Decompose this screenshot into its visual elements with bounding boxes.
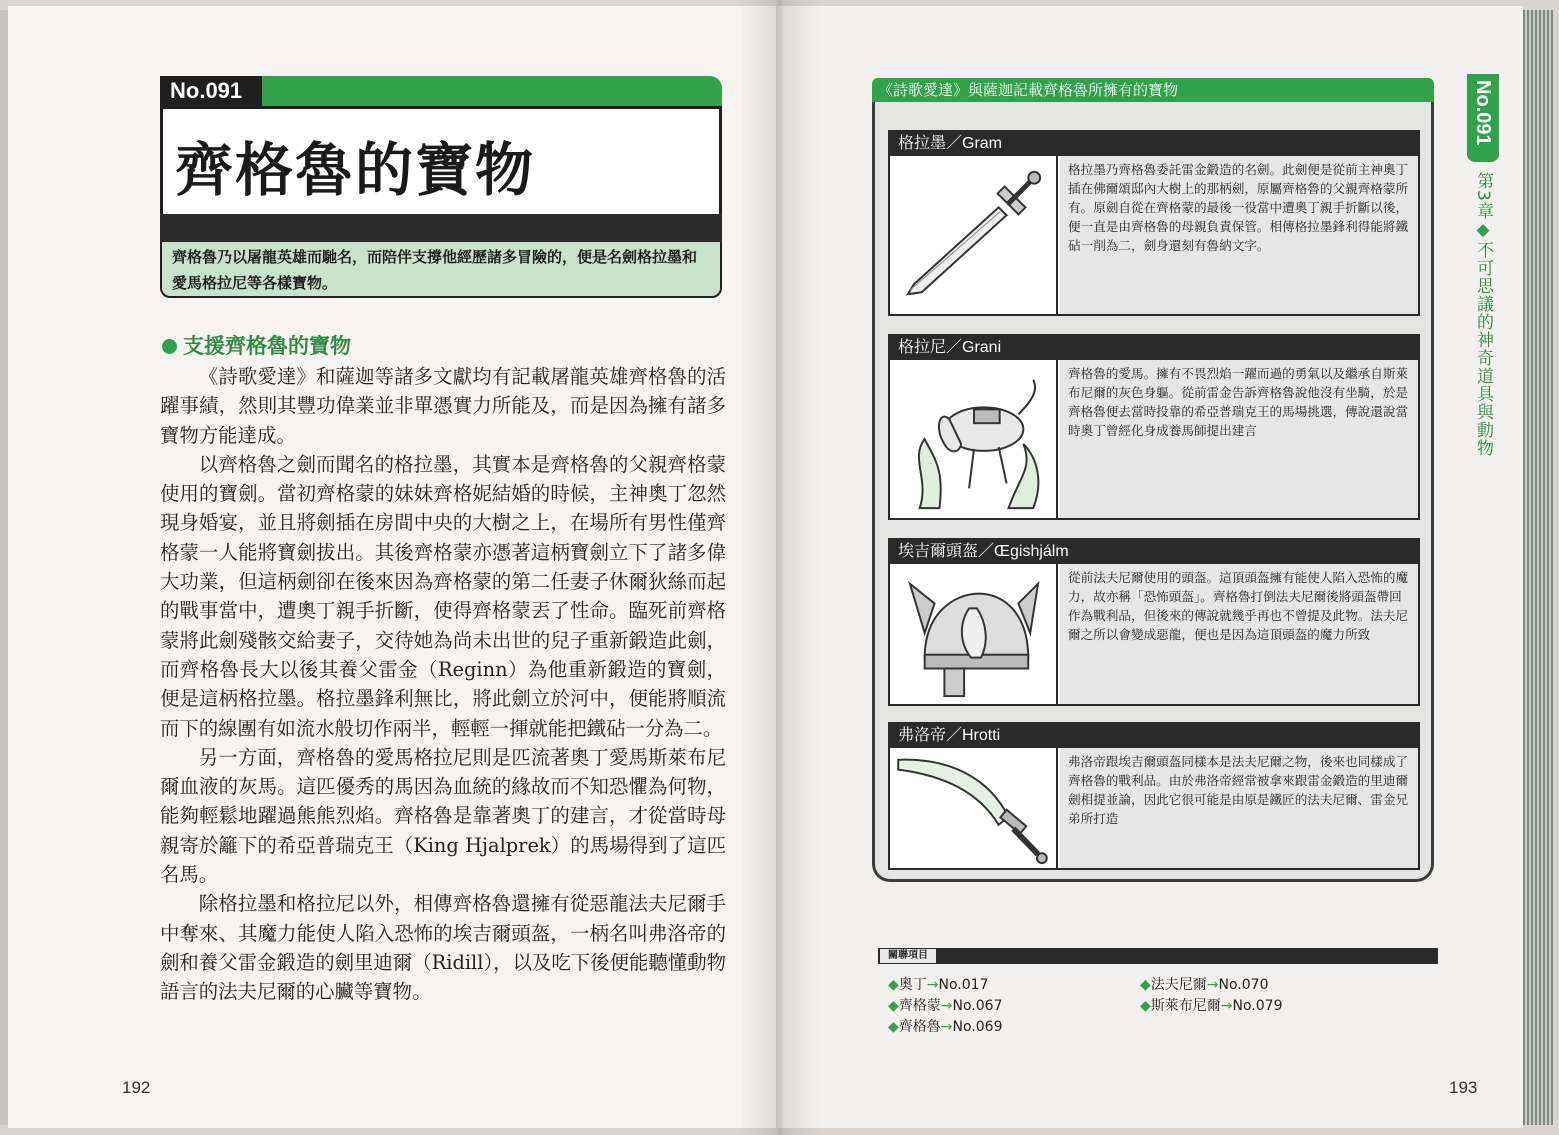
diamond-icon: ◆ xyxy=(1473,219,1493,241)
entry-number: No.091 xyxy=(160,76,262,106)
item-card-title: 弗洛帝／Hrotti xyxy=(890,724,1418,748)
bullet-icon xyxy=(162,339,177,354)
item-card-title: 格拉墨／Gram xyxy=(890,132,1418,156)
item-card-title: 埃吉爾頭盔／Œgishjálm xyxy=(890,540,1418,564)
related-item xyxy=(888,974,988,994)
related-item xyxy=(1140,974,1268,994)
related-items-bar xyxy=(878,948,1438,964)
related-item-ref: No.069 xyxy=(952,1019,1003,1035)
paragraph: 除格拉墨和格拉尼以外，相傳齊格魯還擁有從惡龍法夫尼爾手中奪來、其魔力能使人陷入恐怖的埃吉爾頭盔，一柄名叫弗洛帝的劍和養父雷金鍛造的劍里迪爾（Ridill），以及吃下後便能聽懂動物語言的法夫尼爾的心臟等寶物。 xyxy=(160,892,726,1004)
item-card-text: 齊格魯的愛馬。擁有不畏烈焰一躍而過的勇氣以及繼承自斯萊布尼爾的灰色身軀。從前雷金告訴齊格魯說他沒有坐騎，於是齊格魯便去當時投靠的希亞普瑞克王的馬場挑選，傳說還說當時奧丁曾經化身成養馬師提出建言 xyxy=(1060,360,1418,518)
horse-icon xyxy=(890,360,1056,518)
item-card-title: 格拉尼／Grani xyxy=(890,336,1418,360)
page-number-left: 192 xyxy=(122,1078,151,1097)
arrow-icon: → xyxy=(940,998,953,1014)
helmet-icon xyxy=(890,564,1056,704)
item-card-text: 從前法夫尼爾使用的頭盔。這頂頭盔擁有能使人陷入恐怖的魔力，故亦稱「恐怖頭盔」。齊格魯打倒法夫尼爾後將頭盔帶回作為戰利品，但後來的傳說就幾乎再也不曾提及此物。法夫尼爾之所以會變成惡龍，便也是因為這頂頭盔的魔力所致 xyxy=(1060,564,1418,704)
related-item-ref: No.079 xyxy=(1232,998,1283,1014)
page-edges-stack xyxy=(1523,10,1553,1125)
related-item-name: 齊格魯 xyxy=(898,1019,941,1035)
related-item-name: 斯萊布尼爾 xyxy=(1150,998,1221,1014)
side-tab-number: No.091 xyxy=(1472,80,1494,146)
related-item-name: 奧丁 xyxy=(898,977,927,993)
diamond-icon: ◆ xyxy=(1140,998,1151,1014)
side-chapter-prefix: 第3章 xyxy=(1473,172,1493,220)
related-item-name: 法夫尼爾 xyxy=(1150,977,1207,993)
body-text xyxy=(160,362,726,1007)
horse-illustration xyxy=(890,360,1058,518)
right-page-header: 《詩歌愛達》與薩迦記載齊格魯所擁有的寶物 xyxy=(872,78,1434,102)
arrow-icon: → xyxy=(1220,998,1233,1014)
item-card-gram xyxy=(888,130,1420,316)
item-card-hrotti xyxy=(888,722,1420,870)
diamond-icon: ◆ xyxy=(888,998,899,1014)
paragraph: 另一方面，齊格魯的愛馬格拉尼則是匹流著奧丁愛馬斯萊布尼爾血液的灰馬。這匹優秀的馬因為血統的緣故而不知恐懼為何物，能夠輕鬆地躍過熊熊烈焰。齊格魯是靠著奧丁的建言，才從當時母親寄於籬下的希亞普瑞克王（King Hjalprek）的馬場得到了這匹名馬。 xyxy=(160,745,726,887)
entry-title-box xyxy=(160,76,722,292)
paragraph: 《詩歌愛達》和薩迦等諸多文獻均有記載屠龍英雄齊格魯的活躍事績，然則其豐功偉業並非單憑實力所能及，而是因為擁有諸多寶物方能達成。 xyxy=(160,365,726,447)
related-items-label: 關聯項目 xyxy=(880,949,936,963)
arrow-icon: → xyxy=(940,1019,953,1035)
left-page-edge xyxy=(0,10,8,1125)
diamond-icon: ◆ xyxy=(888,1019,899,1035)
item-card-text: 格拉墨乃齊格魯委託雷金鍛造的名劍。此劍便是從前主神奧丁插在佛爾頌邸內大樹上的那柄劍，原屬齊格魯的父親齊格蒙所有。原劍自從在齊格蒙的最後一役當中遭奧丁親手折斷以後，便一直是由齊格魯的母親負責保管。相傳格拉墨鋒利得能將鐵砧一削為二，劍身還刻有魯納文字。 xyxy=(1060,156,1418,314)
curved-sword-illustration xyxy=(890,748,1058,868)
item-card-grani xyxy=(888,334,1420,520)
curved-sword-icon xyxy=(890,748,1056,868)
related-item xyxy=(888,995,1002,1015)
related-item-ref: No.067 xyxy=(952,998,1003,1014)
related-item-ref: No.070 xyxy=(1218,977,1269,993)
page-title: 齊格魯的寶物 xyxy=(175,136,536,204)
arrow-icon: → xyxy=(1206,977,1219,993)
related-item-name: 齊格蒙 xyxy=(898,998,941,1014)
title-dark-band xyxy=(160,214,722,242)
diamond-icon: ◆ xyxy=(1140,977,1151,993)
arrow-icon: → xyxy=(926,977,939,993)
paragraph: 以齊格魯之劍而聞名的格拉墨，其實本是齊格魯的父親齊格蒙使用的寶劍。當初齊格蒙的妹妹齊格妮結婚的時候，主神奧丁忽然現身婚宴，並且將劍插在房間中央的大樹之上，在場所有男性僅齊格蒙一人能將寶劍拔出。其後齊格蒙亦憑著這柄寶劍立下了諸多偉大功業，但這柄劍卻在後來因為齊格蒙的第二任妻子休爾狄絲而起的戰事當中，遭奧丁親手折斷，使得齊格蒙丟了性命。臨死前齊格蒙將此劍殘骸交給妻子，交待她為尚未出世的兒子重新鍛造此劍，而齊格魯長大以後其養父雷金（Reginn）為他重新鍛造的寶劍，便是這柄格拉墨。格拉墨鋒利無比，將此劍立於河中，便能將順流而下的線團有如流水般切作兩半，輕輕一揮就能把鐵砧一分為二。 xyxy=(160,452,726,740)
section-heading xyxy=(162,330,351,360)
helmet-illustration xyxy=(890,564,1058,704)
item-card-text: 弗洛帝跟埃吉爾頭盔同樣本是法夫尼爾之物，後來也同樣成了齊格魯的戰利品。由於弗洛帝經常被拿來跟雷金鍛造的里迪爾劍相提並論，因此它很可能是由原是鐵匠的法夫尼爾、雷金兄弟所打造 xyxy=(1060,748,1418,868)
chapter-side-tab xyxy=(1467,74,1499,162)
entry-summary: 齊格魯乃以屠龍英雄而馳名，而陪伴支撐他經歷諸多冒險的，便是名劍格拉墨和愛馬格拉尼等各樣寶物。 xyxy=(160,242,722,298)
title-frame xyxy=(160,106,722,214)
diamond-icon: ◆ xyxy=(888,977,899,993)
item-card-aegishjalm xyxy=(888,538,1420,706)
related-item xyxy=(888,1016,1002,1036)
title-green-bar xyxy=(262,76,722,106)
sword-icon xyxy=(890,156,1056,314)
related-item-ref: No.017 xyxy=(938,977,989,993)
related-item xyxy=(1140,995,1282,1015)
side-chapter-label xyxy=(1470,172,1496,457)
section-heading-text: 支援齊格魯的寶物 xyxy=(183,334,351,358)
sword-illustration xyxy=(890,156,1058,314)
page-number-right: 193 xyxy=(1449,1078,1478,1097)
side-chapter-title: 不可思議的神奇道具與動物 xyxy=(1473,240,1493,457)
